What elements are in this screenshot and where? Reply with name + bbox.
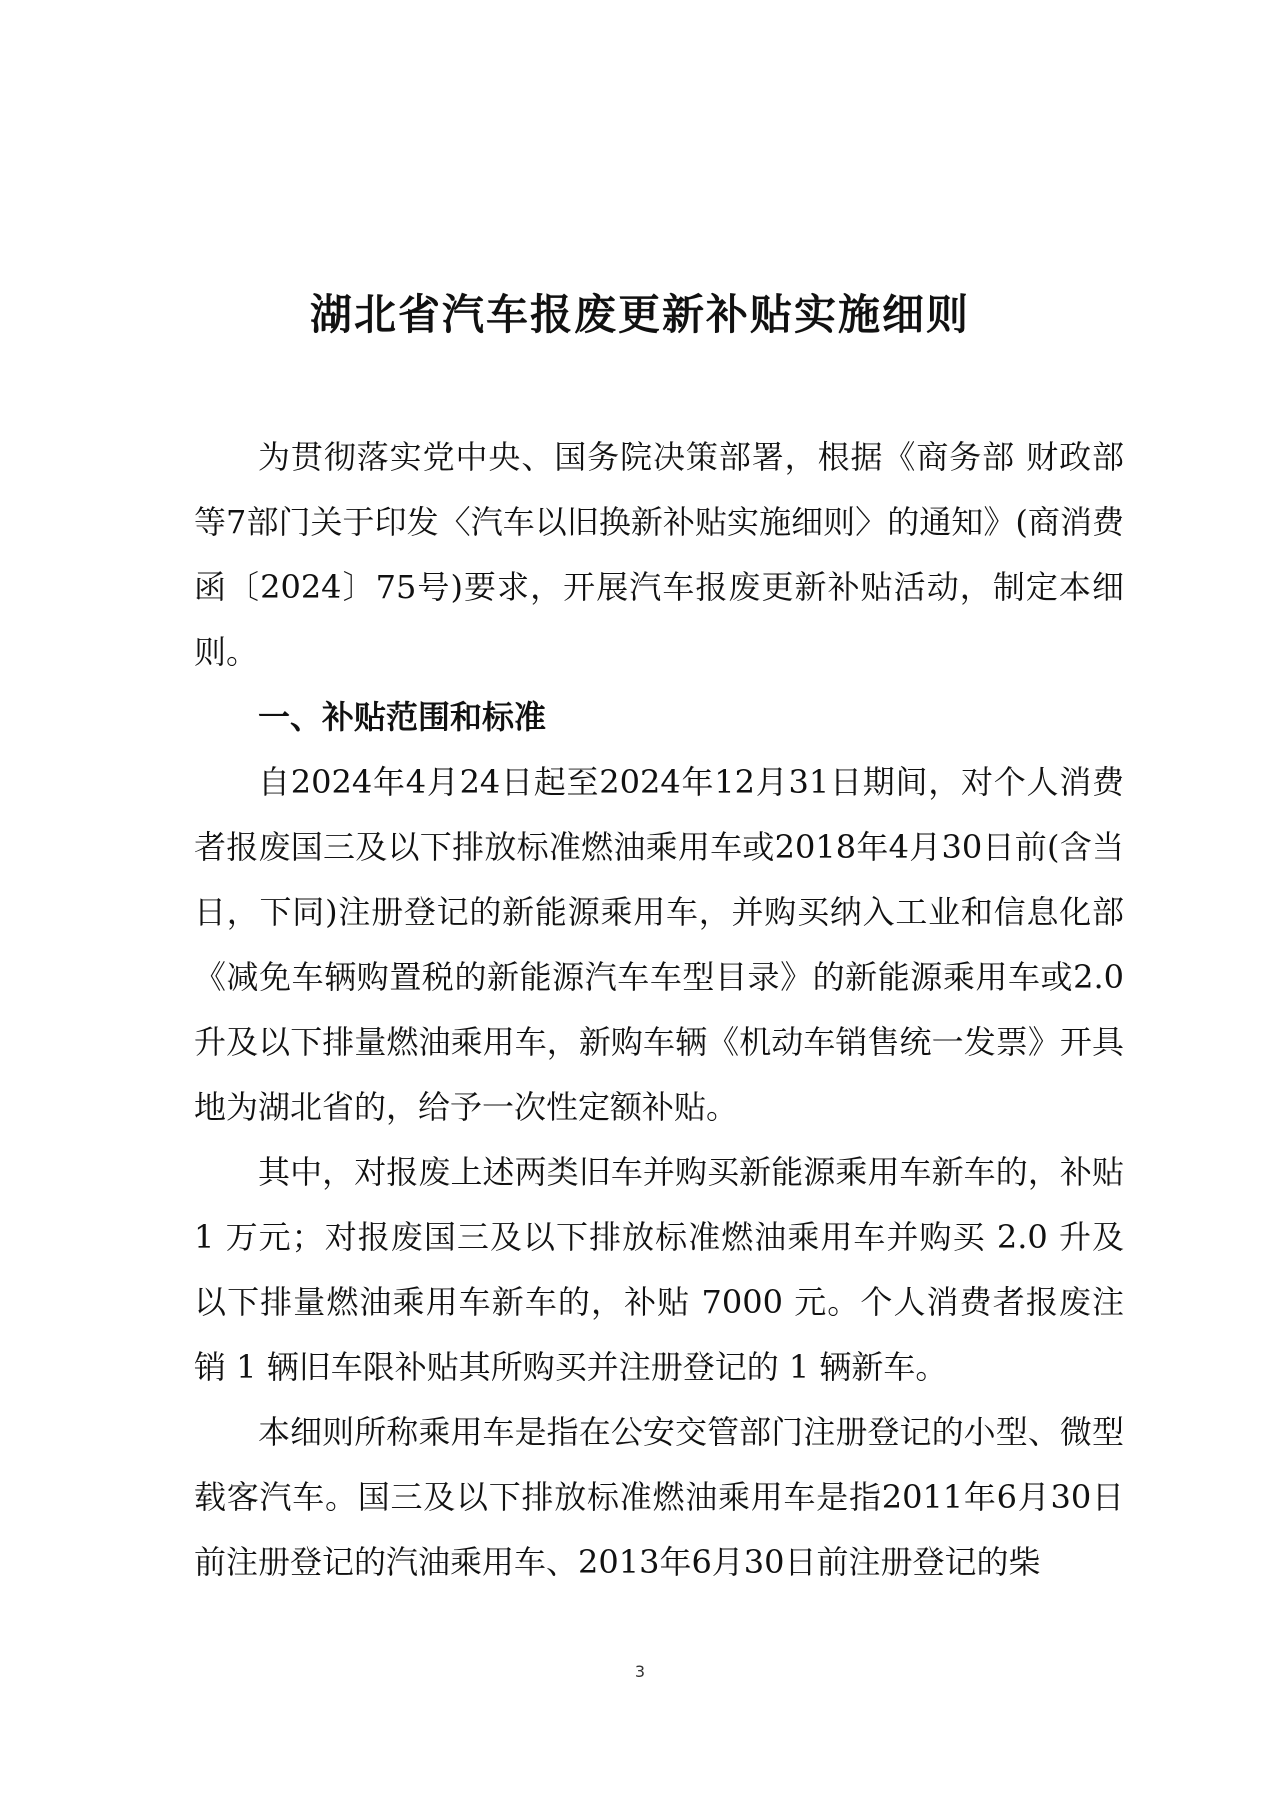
document-title: 湖北省汽车报废更新补贴实施细则 [309,290,970,339]
subsidy-amount-paragraph: 其中，对报废上述两类旧车并购买新能源乘用车新车的，补贴 1 万元；对报废国三及以下排放标准燃油乘用车并购买 2.0 升及以下排量燃油乘用车新车的，补贴 7000 元。个人消费者报废注销 1 辆旧车限补贴其所购买并注册登记的 1 辆新车。 [194,1153,1124,1386]
definition-paragraph: 本细则所称乘用车是指在公安交管部门注册登记的小型、微型载客汽车。国三及以下排放标准燃油乘用车是指2011年6月30日前注册登记的汽油乘用车、2013年6月30日前注册登记的柴 [194,1413,1124,1581]
scope-paragraph: 自2024年4月24日起至2024年12月31日期间，对个人消费者报废国三及以下排放标准燃油乘用车或2018年4月30日前(含当日，下同)注册登记的新能源乘用车，并购买纳入工业和信息化部《减免车辆购置税的新能源汽车车型目录》的新能源乘用车或2.0升及以下排量燃油乘用车，新购车辆《机动车销售统一发票》开具地为湖北省的，给予一次性定额补贴。 [194,763,1124,1126]
intro-paragraph: 为贯彻落实党中央、国务院决策部署，根据《商务部 财政部等7部门关于印发〈汽车以旧换新补贴实施细则〉的通知》(商消费函〔2024〕75号)要求，开展汽车报废更新补贴活动，制定本细则。 [194,438,1124,671]
document-body [194,425,1124,1595]
section-heading-scope: 一、补贴范围和标准 [258,698,547,736]
page-number: 3 [634,1662,646,1681]
